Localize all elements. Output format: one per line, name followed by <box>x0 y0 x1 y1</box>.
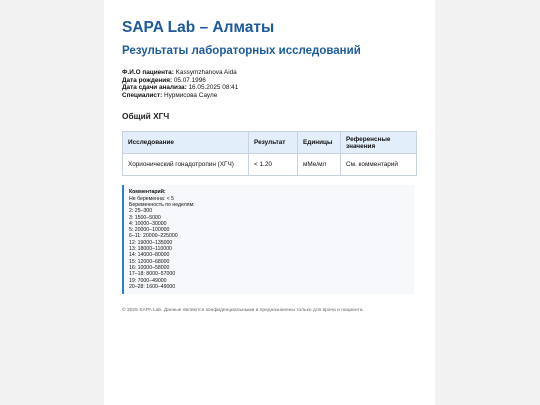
analysis-date-row <box>122 84 417 92</box>
comment-line: 14: 14000–80000 <box>129 252 170 259</box>
specialist-row <box>122 92 417 100</box>
lab-title: SAPA Lab – Алматы <box>122 19 275 36</box>
column-header-reference: Референсные значения <box>341 132 417 154</box>
results-table <box>122 131 417 176</box>
comment-line: 15: 12000–68000 <box>129 258 170 265</box>
cell-units: мМе/мл <box>298 154 341 176</box>
cell-result: < 1.20 <box>249 154 298 176</box>
table-row <box>123 154 417 176</box>
specialist-label: Специалист: <box>122 91 163 99</box>
cell-test-name: Хорионический гонадотропин (ХГЧ) <box>123 154 249 176</box>
patient-dob-label: Дата рождения: <box>122 76 173 84</box>
analysis-date-label: Дата сдачи анализа: <box>122 84 187 92</box>
section-title: Общий ХГЧ <box>122 111 170 122</box>
table-header-row <box>123 132 417 154</box>
comment-line: 12: 19000–135000 <box>129 239 173 246</box>
specialist-name: Нурмисова Сауле <box>164 91 218 99</box>
comment-title: Комментарий: <box>129 189 166 196</box>
patient-name: Kassymzhanova Aida <box>175 69 237 76</box>
patient-dob: 05.07.1996 <box>173 76 206 84</box>
footer-disclaimer: © 2025 SAPA Lab. Данные являются конфиденциальными и предназначены только для врача и пациента. <box>122 308 364 314</box>
column-header-test: Исследование <box>123 132 249 154</box>
comment-line: Беременность по неделям: <box>129 201 195 208</box>
comment-line: 5: 20000–100000 <box>129 227 170 234</box>
patient-dob-row <box>122 77 417 85</box>
analysis-date: 16.05.2025 08:41 <box>188 84 239 92</box>
patient-name-row <box>122 69 417 77</box>
patient-name-label: Ф.И.О пациента: <box>122 69 174 76</box>
column-header-result: Результат <box>249 132 298 154</box>
comment-line: 16: 10000–58000 <box>129 264 170 271</box>
comment-line: 2: 25–300 <box>129 208 153 215</box>
comment-line: 13: 18000–110000 <box>129 246 172 253</box>
comment-line: 4: 10000–30000 <box>129 220 167 227</box>
comment-line: 6–11: 20000–225000 <box>129 233 178 240</box>
cell-reference: См. комментарий <box>341 154 417 176</box>
comment-line: 20–28: 1600–49000 <box>129 283 176 290</box>
report-page <box>104 0 435 405</box>
report-title: Результаты лабораторных исследований <box>122 45 361 57</box>
column-header-units: Единицы <box>298 132 341 154</box>
patient-info <box>122 69 417 99</box>
comment-line: 19: 7000–49000 <box>129 277 167 284</box>
comment-line: Не беременна: < 5 <box>129 195 174 202</box>
comment-line: 17–18: 8000–57000 <box>129 271 176 278</box>
comment-line: 3: 1500–5000 <box>129 214 161 221</box>
comment-box <box>122 185 414 294</box>
